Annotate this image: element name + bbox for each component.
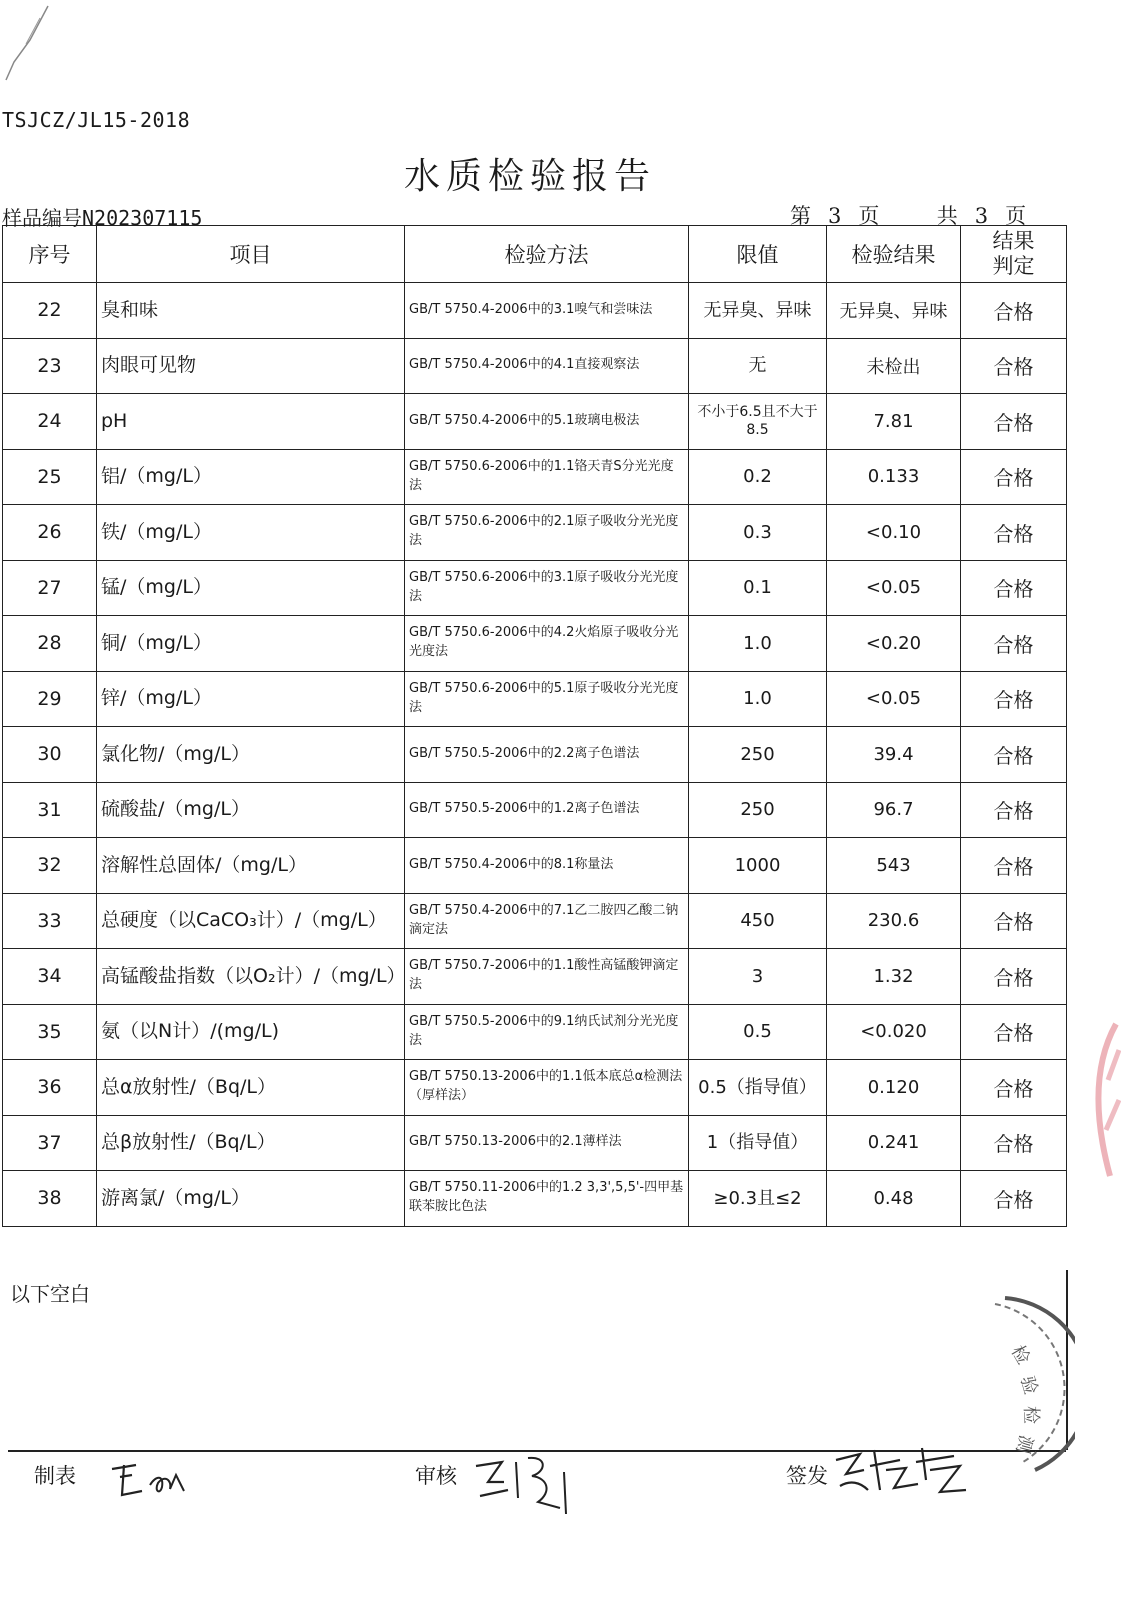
cell-item: 锰/（mg/L） <box>97 560 405 616</box>
cell-no: 38 <box>3 1171 97 1227</box>
table-row <box>3 671 1067 727</box>
col-header-method: 检验方法 <box>405 226 689 283</box>
table-row <box>3 782 1067 838</box>
cell-item: 肉眼可见物 <box>97 338 405 394</box>
cell-method: GB/T 5750.4-2006中的5.1玻璃电极法 <box>405 394 689 450</box>
cell-limit: 0.3 <box>689 505 827 561</box>
cell-no: 33 <box>3 893 97 949</box>
cell-limit: 0.1 <box>689 560 827 616</box>
cell-item: 铜/（mg/L） <box>97 616 405 672</box>
cell-method: GB/T 5750.5-2006中的9.1纳氏试剂分光光度法 <box>405 1004 689 1060</box>
table-row <box>3 949 1067 1005</box>
table-row <box>3 283 1067 339</box>
cell-judge: 合格 <box>961 782 1067 838</box>
col-header-item: 项目 <box>97 226 405 283</box>
cell-method: GB/T 5750.4-2006中的8.1称量法 <box>405 838 689 894</box>
cell-limit: 0.5（指导值） <box>689 1060 827 1116</box>
issuer-signature <box>830 1440 970 1500</box>
cell-judge: 合格 <box>961 394 1067 450</box>
table-row <box>3 505 1067 561</box>
cell-limit: 0.5 <box>689 1004 827 1060</box>
cell-method: GB/T 5750.6-2006中的3.1原子吸收分光光度法 <box>405 560 689 616</box>
cell-judge: 合格 <box>961 338 1067 394</box>
cell-method: GB/T 5750.6-2006中的2.1原子吸收分光光度法 <box>405 505 689 561</box>
cell-result: 0.48 <box>827 1171 961 1227</box>
cell-item: 总硬度（以CaCO₃计）/（mg/L） <box>97 893 405 949</box>
blank-below-note: 以下空白 <box>10 1282 90 1306</box>
cell-method: GB/T 5750.6-2006中的1.1铬天青S分光光度法 <box>405 449 689 505</box>
cell-no: 34 <box>3 949 97 1005</box>
cell-result: 7.81 <box>827 394 961 450</box>
table-row <box>3 1171 1067 1227</box>
inspection-table <box>2 225 1067 1227</box>
cell-result: 0.241 <box>827 1115 961 1171</box>
cell-item: 氯化物/（mg/L） <box>97 727 405 783</box>
cell-result: 0.120 <box>827 1060 961 1116</box>
cell-limit: 1（指导值） <box>689 1115 827 1171</box>
cell-judge: 合格 <box>961 1115 1067 1171</box>
red-seal-edge <box>1086 1020 1121 1180</box>
cell-item: pH <box>97 394 405 450</box>
cell-no: 22 <box>3 283 97 339</box>
table-row <box>3 394 1067 450</box>
cell-item: 氨（以N计）/(mg/L) <box>97 1004 405 1060</box>
cell-method: GB/T 5750.13-2006中的1.1低本底总α检测法（厚样法） <box>405 1060 689 1116</box>
document-code: TSJCZ/JL15-2018 <box>2 108 191 132</box>
svg-text:检: 检 <box>1020 1406 1041 1424</box>
cell-judge: 合格 <box>961 283 1067 339</box>
cell-method: GB/T 5750.13-2006中的2.1薄样法 <box>405 1115 689 1171</box>
page-di: 第 <box>790 204 811 228</box>
page-current: 3 <box>828 204 842 228</box>
col-header-judge: 结果 判定 <box>961 226 1067 283</box>
cell-no: 24 <box>3 394 97 450</box>
cell-item: 游离氯/（mg/L） <box>97 1171 405 1227</box>
table-row <box>3 838 1067 894</box>
cell-judge: 合格 <box>961 560 1067 616</box>
cell-limit: 250 <box>689 727 827 783</box>
cell-judge: 合格 <box>961 1171 1067 1227</box>
cell-method: GB/T 5750.11-2006中的1.2 3,3',5,5'-四甲基联苯胺比色法 <box>405 1171 689 1227</box>
cell-limit: 无 <box>689 338 827 394</box>
cell-limit: 3 <box>689 949 827 1005</box>
cell-result: 0.133 <box>827 449 961 505</box>
cell-result: 1.32 <box>827 949 961 1005</box>
pen-scribble-mark <box>0 0 60 90</box>
cell-method: GB/T 5750.6-2006中的4.2火焰原子吸收分光光度法 <box>405 616 689 672</box>
table-row <box>3 1060 1067 1116</box>
cell-no: 36 <box>3 1060 97 1116</box>
svg-text:检: 检 <box>1006 1342 1034 1369</box>
cell-method: GB/T 5750.6-2006中的5.1原子吸收分光光度法 <box>405 671 689 727</box>
sample-number-value: N202307115 <box>82 206 203 230</box>
table-row <box>3 338 1067 394</box>
cell-result: 未检出 <box>827 338 961 394</box>
cell-result: 96.7 <box>827 782 961 838</box>
cell-limit: 450 <box>689 893 827 949</box>
cell-judge: 合格 <box>961 893 1067 949</box>
cell-no: 31 <box>3 782 97 838</box>
reviewer-label: 审核 <box>415 1464 457 1488</box>
issuer-label: 签发 <box>786 1464 828 1488</box>
col-header-no: 序号 <box>3 226 97 283</box>
cell-no: 29 <box>3 671 97 727</box>
cell-limit: 250 <box>689 782 827 838</box>
maker-signature <box>106 1455 196 1505</box>
svg-text:测: 测 <box>1011 1432 1037 1456</box>
document-title: 水质检验报告 <box>403 156 656 197</box>
table-row <box>3 893 1067 949</box>
col-header-limit: 限值 <box>689 226 827 283</box>
cell-result: 无异臭、异味 <box>827 283 961 339</box>
svg-text:验: 验 <box>1016 1373 1042 1397</box>
cell-item: 臭和味 <box>97 283 405 339</box>
sample-number-label: 样品编号 <box>2 206 82 230</box>
cell-result: 543 <box>827 838 961 894</box>
cell-limit: 0.2 <box>689 449 827 505</box>
cell-no: 28 <box>3 616 97 672</box>
cell-limit: 1.0 <box>689 671 827 727</box>
cell-judge: 合格 <box>961 1004 1067 1060</box>
cell-item: 硫酸盐/（mg/L） <box>97 782 405 838</box>
cell-item: 总α放射性/（Bq/L） <box>97 1060 405 1116</box>
table-row <box>3 449 1067 505</box>
cell-result: <0.020 <box>827 1004 961 1060</box>
cell-judge: 合格 <box>961 949 1067 1005</box>
page-ye2: 页 <box>1005 204 1027 228</box>
table-row <box>3 1115 1067 1171</box>
cell-limit: 无异臭、异味 <box>689 283 827 339</box>
cell-no: 32 <box>3 838 97 894</box>
cell-item: 溶解性总固体/（mg/L） <box>97 838 405 894</box>
page-gong: 共 <box>936 204 958 228</box>
cell-no: 27 <box>3 560 97 616</box>
cell-limit: ≥0.3且≤2 <box>689 1171 827 1227</box>
cell-result: <0.10 <box>827 505 961 561</box>
table-header-row <box>3 226 1067 283</box>
cell-item: 总β放射性/（Bq/L） <box>97 1115 405 1171</box>
cell-no: 26 <box>3 505 97 561</box>
cell-result: 230.6 <box>827 893 961 949</box>
cell-method: GB/T 5750.5-2006中的2.2离子色谱法 <box>405 727 689 783</box>
cell-no: 37 <box>3 1115 97 1171</box>
cell-item: 铝/（mg/L） <box>97 449 405 505</box>
table-row <box>3 727 1067 783</box>
table-row <box>3 560 1067 616</box>
cell-method: GB/T 5750.4-2006中的7.1乙二胺四乙酸二钠滴定法 <box>405 893 689 949</box>
cell-judge: 合格 <box>961 616 1067 672</box>
cell-limit: 1.0 <box>689 616 827 672</box>
cell-item: 铁/（mg/L） <box>97 505 405 561</box>
cell-method: GB/T 5750.4-2006中的4.1直接观察法 <box>405 338 689 394</box>
cell-no: 23 <box>3 338 97 394</box>
col-header-result: 检验结果 <box>827 226 961 283</box>
cell-judge: 合格 <box>961 505 1067 561</box>
cell-no: 30 <box>3 727 97 783</box>
cell-limit: 不小于6.5且不大于8.5 <box>689 394 827 450</box>
cell-judge: 合格 <box>961 1060 1067 1116</box>
inspection-stamp <box>975 1290 1075 1480</box>
page-ye1: 页 <box>858 204 880 228</box>
cell-judge: 合格 <box>961 727 1067 783</box>
cell-result: <0.05 <box>827 560 961 616</box>
cell-result: <0.20 <box>827 616 961 672</box>
page-total: 3 <box>974 204 989 228</box>
cell-result: 39.4 <box>827 727 961 783</box>
cell-limit: 1000 <box>689 838 827 894</box>
maker-label: 制表 <box>34 1464 76 1488</box>
table-row <box>3 616 1067 672</box>
reviewer-signature <box>468 1452 578 1517</box>
cell-result: <0.05 <box>827 671 961 727</box>
cell-method: GB/T 5750.7-2006中的1.1酸性高锰酸钾滴定法 <box>405 949 689 1005</box>
cell-method: GB/T 5750.4-2006中的3.1嗅气和尝味法 <box>405 283 689 339</box>
cell-judge: 合格 <box>961 671 1067 727</box>
cell-item: 锌/（mg/L） <box>97 671 405 727</box>
cell-no: 35 <box>3 1004 97 1060</box>
cell-item: 高锰酸盐指数（以O₂计）/（mg/L） <box>97 949 405 1005</box>
cell-judge: 合格 <box>961 838 1067 894</box>
cell-method: GB/T 5750.5-2006中的1.2离子色谱法 <box>405 782 689 838</box>
cell-judge: 合格 <box>961 449 1067 505</box>
table-row <box>3 1004 1067 1060</box>
cell-no: 25 <box>3 449 97 505</box>
